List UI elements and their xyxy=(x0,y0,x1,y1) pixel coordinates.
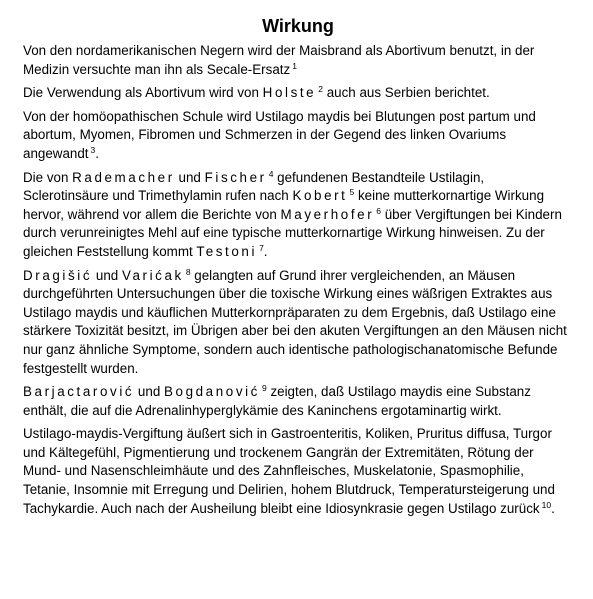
author-holste: Holste xyxy=(262,85,317,101)
paragraph-text: . xyxy=(263,243,268,259)
footnote-ref-4: 4 xyxy=(268,168,274,179)
paragraph-text: Von den nordamerikanischen Negern wird der Maisbrand als Abortivum benutzt, in der Medizin versuchte man ihn als Secale-Ersatz xyxy=(23,43,535,77)
footnote-ref-7: 7 xyxy=(259,242,264,253)
paragraph-maeuseversuche xyxy=(23,267,573,379)
author-kobert: Kobert xyxy=(292,188,348,204)
author-dragisic: Dragišić xyxy=(23,267,93,283)
paragraph-text: Ustilago-maydis-Vergiftung äußert sich in Gastroenteritis, Koliken, Pruritus diffusa, Turgor und Kältegefühl, Pigmentierung und trockenem Gangrän der Extremitäten, Rötung der Mund- und Nasenschleimhäute und des Zahnfleisches, Muskelatonie, Spasmophilie, Tetanie, Insomnie mit Erregung und Delirien, hohem Blutdruck, Temperatursteigerung und Tachykardie. Auch nach der Ausheilung bleibt eine Idiosynkrasie gegen Ustilago zurück xyxy=(23,426,555,516)
paragraph-text: und xyxy=(174,169,205,185)
paragraph-maisbrand xyxy=(23,42,573,79)
paragraph-text: Die von xyxy=(23,169,73,185)
paragraph-text: gelangten auf Grund ihrer vergleichenden, an Mäusen durchgeführten Untersuchungen über die toxische Wirkung eines wäßrigen Extraktes aus Ustilago maydis und käuflichen Mutterkornpräparaten zu dem Ergebnis, daß Ustilago eine stärkere Toxizität besitzt, im Übrigen aber bei den akuten Vergiftungen an den Mäusen nicht nur ganz ähnliche Symptome, sondern auch identische pathologischanatomische Befunde festgestellt wurden. xyxy=(23,267,567,376)
footnote-ref-8: 8 xyxy=(185,266,191,277)
author-testoni: Testoni xyxy=(196,243,258,259)
footnote-ref-5: 5 xyxy=(349,187,355,198)
footnote-ref-3: 3 xyxy=(90,144,96,155)
paragraph-holste xyxy=(23,84,573,103)
author-varicak: Varićak xyxy=(121,267,184,283)
author-fischer: Fischer xyxy=(204,169,267,185)
footnote-ref-6: 6 xyxy=(376,205,381,216)
paragraph-text: auch aus Serbien berichtet. xyxy=(322,85,490,101)
author-mayerhofer: Mayerhofer xyxy=(280,206,375,222)
paragraph-homoeopathie xyxy=(23,108,573,164)
footnote-ref-10: 10 xyxy=(541,499,552,510)
paragraph-text: zeigten, daß Ustilago maydis eine Substanz enthält, die auf die Adrenalinhyperglykämie des Kaninchens ergotaminartig wirkt. xyxy=(23,384,531,418)
paragraph-text: und xyxy=(92,267,122,283)
paragraph-text: Von der homöopathischen Schule wird Ustilago maydis bei Blutungen post partum und abortum, Myomen, Fibromen und Schmerzen in der Gegend des linken Ovariums angewandt xyxy=(23,108,536,161)
paragraph-text: . xyxy=(551,500,555,516)
paragraph-text: keine mutterkornartige Wirkung hervor, während vor allem die Berichte von xyxy=(23,188,545,222)
section-title: Wirkung xyxy=(262,16,334,36)
paragraph-bestandteile xyxy=(23,169,573,262)
paragraph-vergiftung xyxy=(23,425,573,518)
footnote-ref-1: 1 xyxy=(292,60,297,71)
paragraph-text: gefundenen Bestandteile Ustilagin, Sclerotinsäure und Trimethylamin rufen nach xyxy=(23,169,485,204)
author-bogdanovic: Bogdanović xyxy=(164,384,260,400)
footnote-ref-9: 9 xyxy=(261,383,267,394)
paragraph-text: . xyxy=(95,145,99,161)
paragraph-text: über Vergiftungen bei Kindern durch verunreinigtes Mehl auf eine typische mutterkornartige Wirkung hinweisen. Zu der gleichen Feststellung kommt xyxy=(23,206,562,259)
author-barjactarovic: Barjactarović xyxy=(23,384,135,400)
paragraph-text: Die Verwendung als Abortivum wird von xyxy=(23,85,263,101)
footnote-ref-2: 2 xyxy=(318,84,323,95)
paragraph-kaninchen xyxy=(23,383,573,420)
author-rademacher: Rademacher xyxy=(72,169,175,185)
paragraph-text: und xyxy=(134,384,164,400)
